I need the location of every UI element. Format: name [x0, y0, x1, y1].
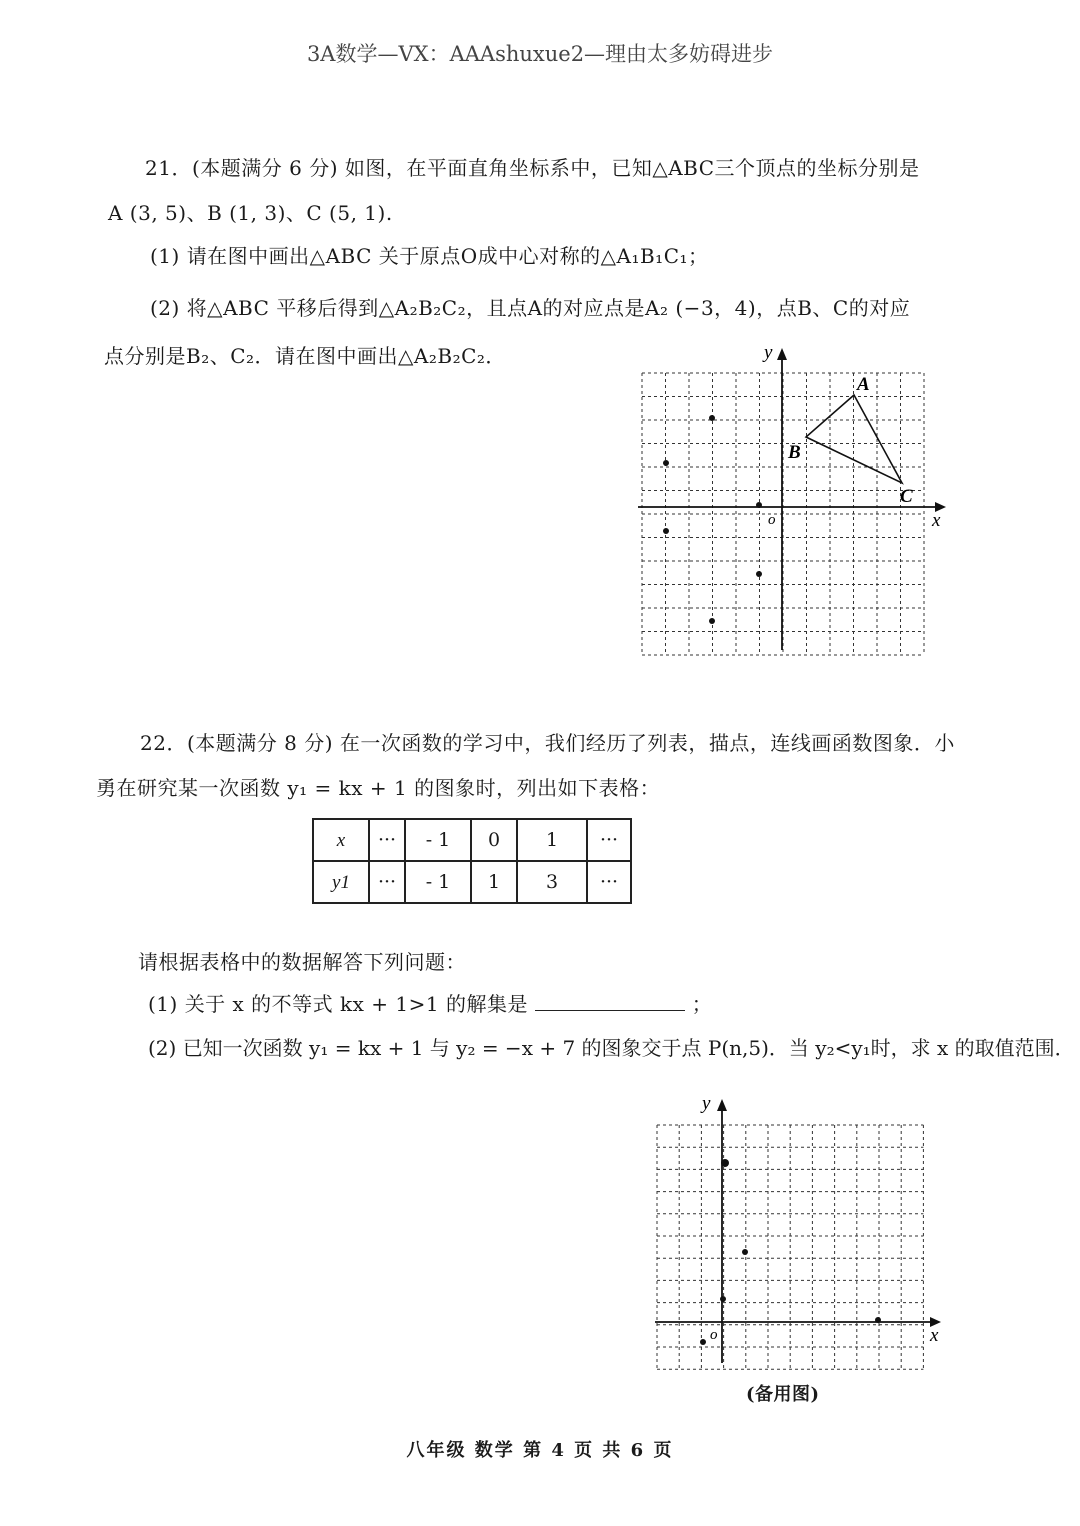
- dot-5: [700, 1339, 706, 1345]
- table-cell: ···: [587, 819, 631, 861]
- table-header-x: x: [336, 829, 346, 851]
- q22-coordinate-grid: [650, 1095, 950, 1375]
- table-header-y: y1: [332, 871, 350, 893]
- q21-line1: 21．(本题满分 6 分) 如图，在平面直角坐标系中，已知△ABC三个顶点的坐标分别是: [145, 156, 920, 180]
- table-cell: ···: [369, 861, 405, 903]
- q22-line1: 22．(本题满分 8 分) 在一次函数的学习中，我们经历了列表，描点，连线画函数图象．小: [140, 731, 955, 755]
- q22-part1-end: ；: [691, 992, 713, 1016]
- answer-blank: [535, 992, 685, 1011]
- q22-line2: 勇在研究某一次函数 y₁ = kx + 1 的图象时，列出如下表格：: [96, 776, 661, 800]
- q22-prompt: 请根据表格中的数据解答下列问题：: [138, 950, 466, 974]
- dot-4: [875, 1317, 881, 1323]
- vertex-b-label: B: [788, 442, 801, 463]
- table-cell: 0: [471, 819, 517, 861]
- backup-graph-caption: (备用图): [746, 1384, 820, 1405]
- y-axis-label: y: [702, 1093, 711, 1114]
- table-cell: 1: [517, 819, 587, 861]
- table-cell: 1: [471, 861, 517, 903]
- table-cell: ···: [369, 819, 405, 861]
- y-axis-label: y: [764, 342, 773, 363]
- dot-3: [720, 1296, 726, 1302]
- q22-part1-text: (1) 关于 x 的不等式 kx + 1>1 的解集是: [148, 992, 528, 1016]
- x-axis-label: x: [930, 1325, 939, 1346]
- q21-part2a: (2) 将△ABC 平移后得到△A₂B₂C₂，且点A的对应点是A₂ (−3，4)，点B、C的对应: [150, 296, 911, 320]
- q21-part2b: 点分别是B₂、C₂．请在图中画出△A₂B₂C₂．: [104, 344, 506, 368]
- table-cell: 3: [517, 861, 587, 903]
- q22-part2: (2) 已知一次函数 y₁ = kx + 1 与 y₂ = −x + 7 的图象交于点 P(n,5)．当 y₂<y₁时，求 x 的取值范围．: [148, 1036, 1075, 1060]
- dot-1: [721, 1159, 729, 1167]
- x-axis-label: x: [932, 510, 941, 531]
- dot-3: [756, 502, 762, 508]
- origin-label: o: [768, 512, 776, 528]
- dot-4: [663, 528, 669, 534]
- origin-label: o: [710, 1327, 718, 1343]
- dot-2: [663, 460, 669, 466]
- vertex-c-label: C: [900, 486, 913, 507]
- table-cell: - 1: [405, 819, 471, 861]
- page-footer: 八年级 数学 第 4 页 共 6 页: [406, 1440, 674, 1461]
- table-row-y: [313, 861, 631, 903]
- q21-part1: (1) 请在图中画出△ABC 关于原点O成中心对称的△A₁B₁C₁；: [150, 244, 709, 268]
- table-cell: ···: [587, 861, 631, 903]
- dot-2: [742, 1249, 748, 1255]
- table-cell: - 1: [405, 861, 471, 903]
- y-axis-arrow: [717, 1099, 727, 1111]
- y-axis-arrow: [777, 348, 787, 360]
- dot-6: [709, 618, 715, 624]
- page-header-watermark: 3A数学—VX：AAAshuxue2—理由太多妨碍进步: [306, 42, 774, 66]
- dot-1: [709, 415, 715, 421]
- q21-line2: A (3, 5)、B (1, 3)、C (5, 1).: [108, 201, 393, 225]
- vertex-a-label: A: [857, 374, 870, 395]
- table-row-x: [313, 819, 631, 861]
- q22-value-table: [312, 818, 632, 904]
- q21-coordinate-grid: [630, 340, 960, 660]
- q22-part1: [148, 988, 712, 1017]
- dot-5: [756, 571, 762, 577]
